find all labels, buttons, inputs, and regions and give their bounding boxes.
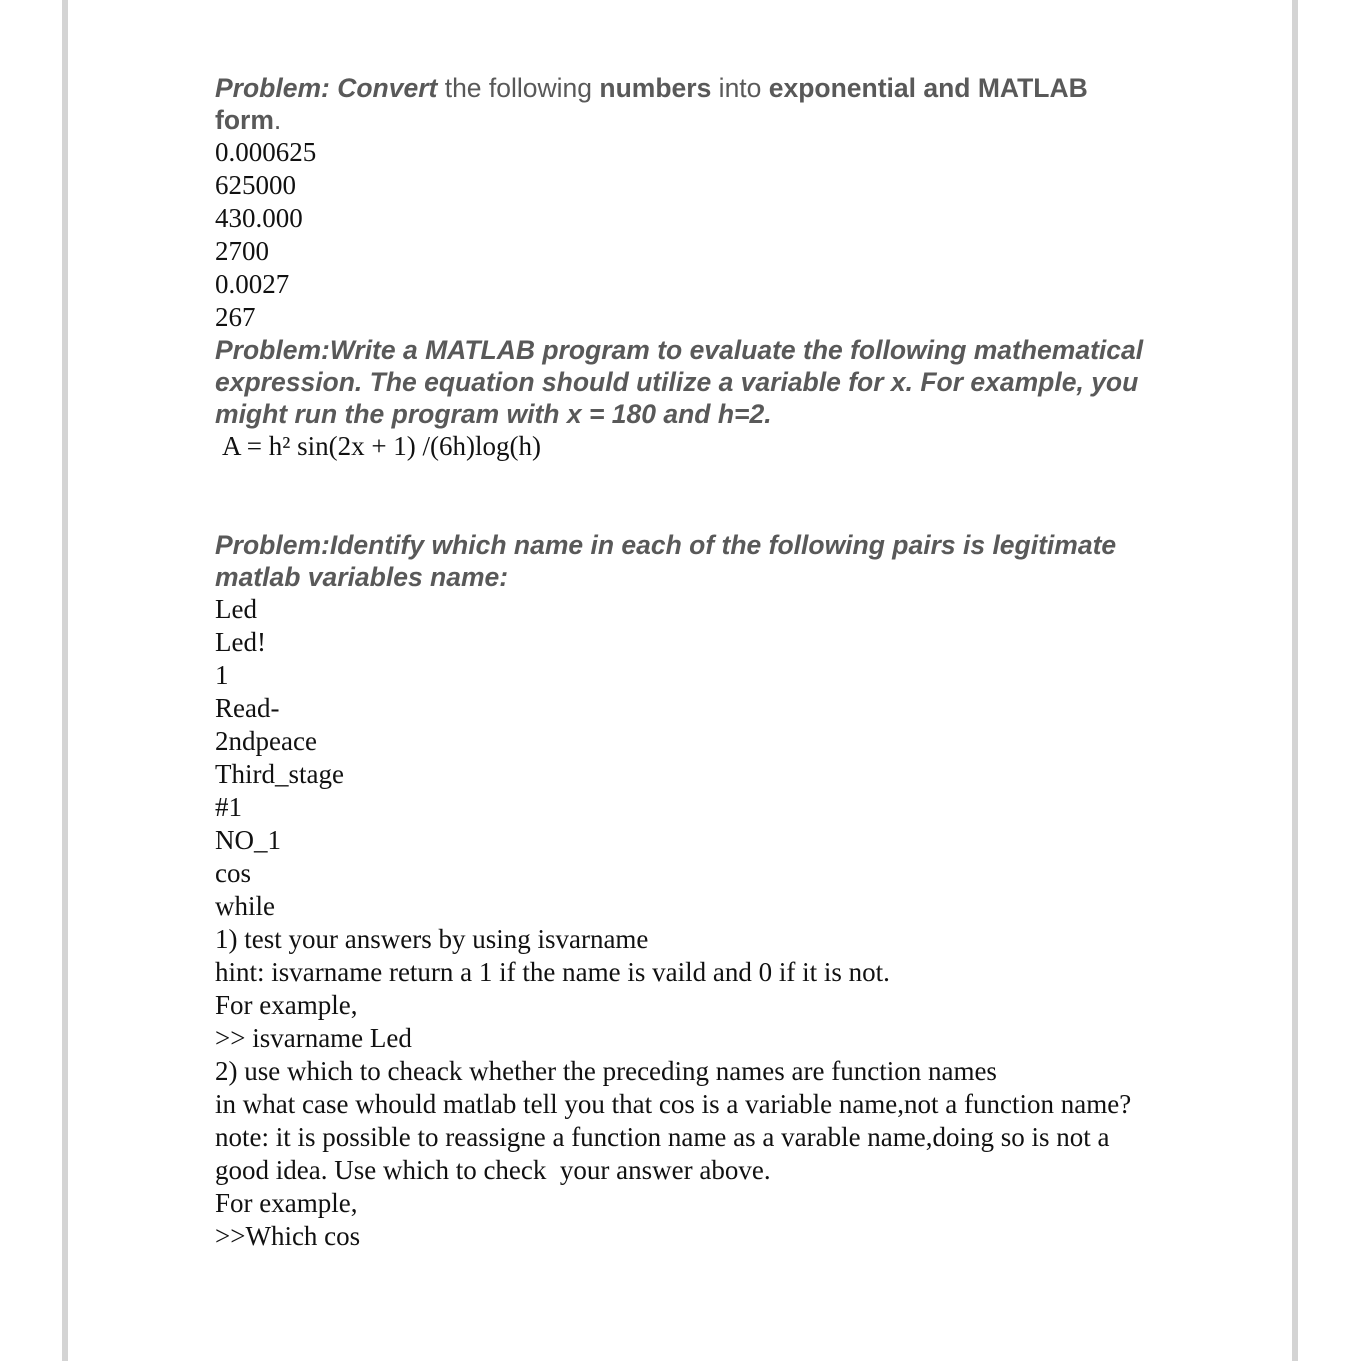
- problem3-heading: Problem:Identify which name in each of the following pairs is legitimate matlab variables name:: [215, 530, 1117, 592]
- instruction-line: in what case whould matlab tell you that cos is a variable name,not a function name?: [215, 1089, 1132, 1119]
- variable-name-item: #1: [215, 792, 242, 822]
- number-item: 2700: [215, 236, 269, 266]
- instruction-line: For example,: [215, 1188, 358, 1218]
- variable-name-item: 1: [215, 660, 229, 690]
- instruction-line: note: it is possible to reassigne a function name as a varable name,doing so is not a good idea. Use which to check your answer above.: [215, 1122, 1117, 1185]
- problem1-text: .: [273, 105, 282, 135]
- document-content: [215, 72, 1145, 1253]
- variable-name-item: Read-: [215, 693, 280, 723]
- spacer: [215, 463, 1145, 529]
- number-item: 625000: [215, 170, 296, 200]
- problem2-equation: A = h² sin(2x + 1) /(6h)log(h): [222, 431, 542, 461]
- problem1-heading: [215, 72, 1145, 136]
- problem1-keyword-form: exponential and MATLAB form: [215, 73, 1088, 135]
- problem2-heading: Problem:Write a MATLAB program to evaluate the following mathematical expression. The equation should utilize a variable for x. For example, you might run the program with x = 180 and h=2.: [215, 335, 1144, 429]
- variable-name-item: while: [215, 891, 275, 921]
- variable-name-item: NO_1: [215, 825, 281, 855]
- instruction-line: 1) test your answers by using isvarname: [215, 924, 649, 954]
- problem1-label: Problem: Convert: [215, 73, 438, 103]
- problem1-keyword-numbers: numbers: [599, 73, 712, 103]
- instruction-line: >>Which cos: [215, 1221, 361, 1251]
- variable-name-item: Led: [215, 594, 257, 624]
- number-item: 430.000: [215, 203, 303, 233]
- instruction-line: >> isvarname Led: [215, 1023, 412, 1053]
- variable-name-item: Third_stage: [215, 759, 344, 789]
- variable-name-item: 2ndpeace: [215, 726, 317, 756]
- number-item: 267: [215, 302, 256, 332]
- variable-name-item: cos: [215, 858, 251, 888]
- number-item: 0.000625: [215, 137, 317, 167]
- instruction-line: hint: isvarname return a 1 if the name is vaild and 0 if it is not.: [215, 957, 890, 987]
- problem1-text: into: [711, 73, 769, 103]
- number-item: 0.0027: [215, 269, 290, 299]
- problem1-text: the following: [437, 73, 600, 103]
- instruction-line: 2) use which to cheack whether the preceding names are function names: [215, 1056, 997, 1086]
- instruction-line: For example,: [215, 990, 358, 1020]
- variable-name-item: Led!: [215, 627, 266, 657]
